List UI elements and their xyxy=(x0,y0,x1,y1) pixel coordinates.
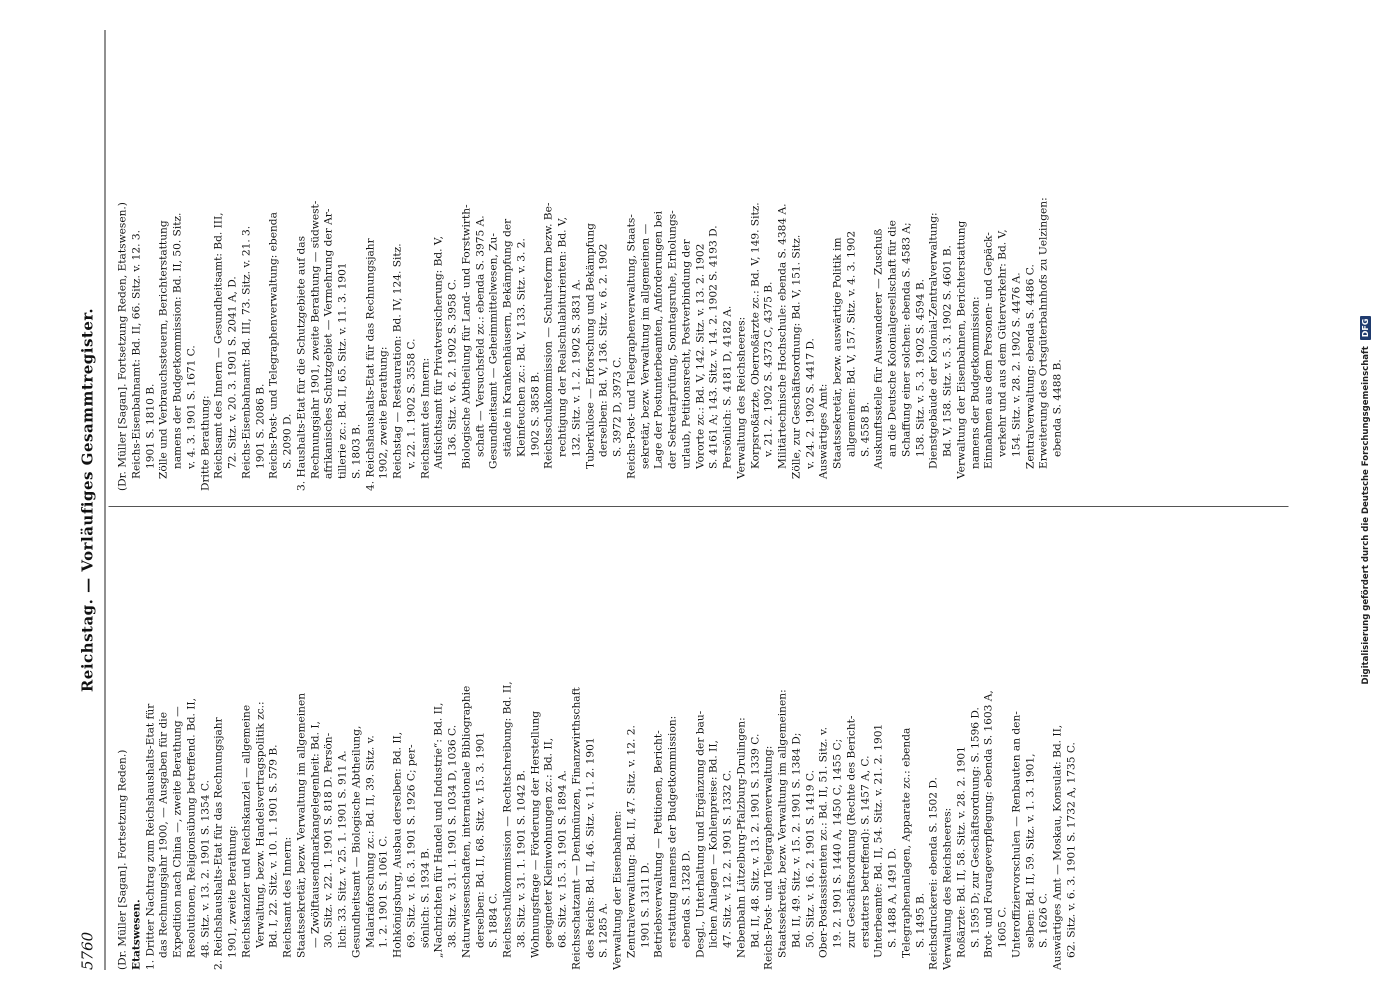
index-entry-line: Expedition nach China —, zweite Berathung — xyxy=(171,706,184,958)
left-column xyxy=(117,508,1289,970)
index-entry-line: Vororte zc.: Bd. V, 142. Sitz. v. 13. 2. 1902 xyxy=(694,243,706,469)
index-entry-line: Gesundheitsamt — Geheimmittelwesen, Zu- xyxy=(487,233,500,469)
index-entry-line: 47. Sitz. v. 12. 2. 1901 S. 1332 C. xyxy=(721,770,734,948)
index-entry-line: Kleinfeuchen zc.: Bd. V, 133. Sitz. v. 3. 2. xyxy=(515,238,528,457)
index-entry-line: 30. Sitz. v. 22. 1. 1901 S. 818 D. Persön- xyxy=(322,732,335,948)
index-entry-line: Unteroffiziervorschulen — Renbauten an den- xyxy=(1010,711,1023,958)
index-entry-line: namens der Budgetkommission: xyxy=(969,296,981,469)
index-entry-line: Ober-Postassistenten zc.: Bd. II, 51. Sitz. v. xyxy=(817,727,830,958)
index-entry-line: Reichsschulkommission — Schulreform bezw. Be- xyxy=(542,202,555,469)
index-entry-line: Unterbeamte: Bd. II, 54. Sitz. v. 21. 2. 1901 xyxy=(872,723,885,958)
index-entry-line: Reichsamt des Innern: xyxy=(419,357,431,479)
index-entry-line: Zentralverwaltung: Bd. II, 47. Sitz. v. 12. 2. xyxy=(625,725,638,958)
index-entry-line: Telegraphenanlagen, Apparate zc.: ebenda xyxy=(900,727,913,958)
index-entry-line: Schaffung einer solchen: ebenda S. 4583 A; xyxy=(900,222,913,457)
index-entry-line: Verwaltung der Eisenbahnen: xyxy=(611,810,624,970)
index-entry-line: 1. 2. 1901 S. 1061 C. xyxy=(377,835,390,948)
index-entry-line: Korpsroßärzte, Oberroßärzte zc.: Bd. V, 149. Sitz. xyxy=(749,202,761,469)
digitization-credit-text: Digitalisierung gefördert durch die Deutsche Forschungsgemeinschaft xyxy=(1361,346,1371,685)
index-entry-line: Reichstag — Restauration: Bd. IV, 124. Sitz. xyxy=(391,243,404,479)
index-entry-line: 158. Sitz. v. 5. 3. 1902 S. 4594 B. xyxy=(914,278,926,457)
index-entry-line: Reichs-Post- und Telegraphenverwaltung: ebenda xyxy=(267,212,280,479)
index-entry-line: Verwaltung des Reichsheeres: xyxy=(941,807,954,970)
index-entry-line: 62. Sitz. v. 6. 3. 1901 S. 1732 A, 1735 C. xyxy=(1065,742,1078,958)
index-entry-line: das Rechnungsjahr 1900, — Ausgaben für die xyxy=(157,712,170,958)
right-column xyxy=(117,29,1289,491)
index-entry-line: 154. Sitz. v. 28. 2. 1902 S. 4476 A. xyxy=(1010,272,1023,457)
index-entry-line: Bd. II, 48. Sitz. v. 13. 2. 1901 S. 1339 C. xyxy=(749,733,761,948)
index-entry-line: Erweiterung des Ortsgüterbahnhofs zu Uelzingen: xyxy=(1037,197,1050,469)
index-entry-line: Roßärzte: Bd. II, 58. Sitz. v. 28. 2. 1901 xyxy=(955,746,968,958)
index-entry-line: Reichs-Eisenbahnamt: Bd. III, 73. Sitz. v. 21. 3. xyxy=(240,225,253,479)
index-entry-line: Hohkönigsburg, Ausbau derselben: Bd. II, xyxy=(391,731,404,958)
page-header xyxy=(79,30,105,970)
index-entry-line: Auswärtiges Amt: xyxy=(817,383,830,479)
index-entry-line: 48. Sitz. v. 13. 2. 1901 S. 1354 C. xyxy=(199,780,211,958)
index-entry-line: zur Geschäftsordnung (Rechte des Bericht- xyxy=(845,715,858,948)
index-entry-line: Reichs-Post- und Telegraphenverwaltung: xyxy=(762,745,775,970)
index-entry-line: Gesundheitsamt — Biologische Abtheilung, xyxy=(350,725,363,958)
index-entry-line: der Sekretärprüfung, Sonntagsruhe, Erholungs- xyxy=(666,210,679,469)
index-entry-line: Naturwissenschaften, internationale Bibliographie xyxy=(460,685,473,958)
index-entry-line: Desgl., Unterhaltung und Ergänzung der bau- xyxy=(694,710,706,958)
index-entry-line: Reichsschulkommission — Rechtschreibung: Bd. II, xyxy=(501,681,514,958)
index-entry-line: S. 1595 D; zur Geschäftsordnung: S. 1596 D. xyxy=(969,707,981,948)
index-entry-line: „Nachrichten für Handel und Industrie“: Bd. II, xyxy=(432,702,445,958)
index-entry-line: an die Deutsche Kolonialgesellschaft für die xyxy=(886,220,899,457)
index-entry-line: 69. Sitz. v. 16. 3. 1901 S. 1926 C; per- xyxy=(405,744,418,948)
index-entry-line: 19. 2. 1901 S. 1440 A, 1450 C, 1455 C; xyxy=(831,738,844,948)
index-entry-line: Verwaltung, bezw. Handelsvertragspolitik zc.: xyxy=(254,701,266,948)
index-entry-line: schaft — Versuchsfeld zc.: ebenda S. 3975 A. xyxy=(474,215,486,457)
index-entry-line: sönlich: S. 1934 B. xyxy=(419,847,431,948)
index-entry-line: Reichs-Post- und Telegraphenverwaltung, Staats- xyxy=(625,214,638,479)
index-entry-line: Reichsamt des Innern — Gesundheitsamt: Bd. III, xyxy=(212,212,225,479)
index-entry-line: S. 3972 D, 3973 C. xyxy=(611,356,624,457)
index-entry-line: Bd. I, 22. Sitz. v. 10. 1. 1901 S. 579 B. xyxy=(267,744,280,948)
index-entry-line: S. 1803 B. xyxy=(350,423,363,479)
index-entry-line: Rechnungsjahr 1901, zweite Berathung — südwest- xyxy=(309,200,321,479)
column-divider xyxy=(109,506,1289,507)
index-entry-line: S. 1285 A. xyxy=(597,903,610,958)
index-entry-line: Reichsamt des Innern: xyxy=(281,836,294,958)
index-entry-line: 50. Sitz. v. 16. 2. 1901 S. 1419 C. xyxy=(804,770,816,948)
index-entry-line: stände in Krankenhäusern, Bekämpfung der xyxy=(501,218,514,457)
index-entry-line: verkehr und aus dem Güterverkehr: Bd. V, xyxy=(996,229,1009,457)
index-entry-line: (Dr. Müller [Sagan]. Fortsetzung Reden, Etatswesen.) xyxy=(116,202,129,491)
index-entry-line: Brot- und Fourageverpflegung: ebenda S. 1603 A, xyxy=(982,690,995,958)
page-number: 5760 xyxy=(78,931,97,970)
index-entry-line: Zölle und Verbrauchssteuern, Berichterstattung xyxy=(157,220,170,479)
index-entry-line: 132. Sitz. v. 1. 2. 1902 S. 3831 A. xyxy=(570,279,583,457)
index-entry-line: S. 4558 B. xyxy=(859,401,871,457)
index-entry-line: ebenda S. 4488 B. xyxy=(1051,359,1064,457)
index-entry-line: sekretär, bezw. Verwaltung im allgemeinen — xyxy=(639,223,651,469)
index-entry-line: lichen Anlagen — Kohlenpreise: Bd. II, xyxy=(707,740,720,948)
index-entry-line: erstattung namens der Budgetkommission: xyxy=(666,715,679,948)
index-entry-line: (Dr. Müller [Sagan]. Fortsetzung Reden.) xyxy=(116,749,129,970)
index-entry-line: Persönlich: S. 4181 D, 4182 A. xyxy=(721,305,734,469)
index-entry-line: 1901 S. 1311 D. xyxy=(639,862,651,948)
index-entry-line: 1902 S. 3858 B. xyxy=(529,371,541,457)
index-entry-line: lich: 33. Sitz. v. 25. 1. 1901 S. 911 A. xyxy=(336,750,349,948)
index-entry-line: v. 22. 1. 1902 S. 3558 C. xyxy=(405,338,418,469)
index-entry-line: 1901, zweite Berathung: xyxy=(226,825,239,958)
index-entry-line: v. 21. 2. 1902 S. 4373 C, 4375 B. xyxy=(762,281,775,457)
dfg-logo: DFG xyxy=(1360,316,1371,341)
running-title: Reichstag. — Vorläufiges Gesammtregister. xyxy=(78,307,97,693)
index-entry-line: Verwaltung der Eisenbahnen, Berichterstattung xyxy=(955,220,968,479)
index-entry-line: 1901 S. 2086 B. xyxy=(254,383,266,469)
index-entry-line: Bd. II, 49. Sitz. v. 15. 2. 1901 S. 1384 D; xyxy=(790,732,803,948)
index-entry-line: selben: Bd. II, 59. Sitz. v. 1. 3. 1901, xyxy=(1024,753,1036,948)
index-entry-line: Auskunftsstelle für Auswanderer — Zuschuß xyxy=(872,228,885,469)
index-entry-line: Wohnungsfrage — Förderung der Herstellung xyxy=(529,710,541,958)
index-entry-line: Dritte Berathung: xyxy=(199,395,211,491)
index-entry-line: v. 24. 2. 1902 S. 4417 D. xyxy=(804,338,816,469)
index-entry-line: S. 1488 A, 1491 D. xyxy=(886,847,899,948)
index-entry-line: Staatssekretär, bezw. auswärtige Politik im xyxy=(831,237,844,469)
index-entry-line: derselben: Bd. II, 68. Sitz. v. 15. 3. 1901 xyxy=(474,732,486,948)
index-entry-line: Reichskanzler und Reichskanzlei — allgemeine xyxy=(240,704,253,958)
index-entry-line: Biologische Abtheilung für Land- und Forstwirth- xyxy=(460,204,473,469)
index-entry-line: Aufsichtsamt für Privatversicherung: Bd. V, xyxy=(432,235,445,469)
index-entry-line: 1605 C. xyxy=(996,906,1009,948)
index-entry-line: S. 2090 D. xyxy=(281,413,294,469)
index-entry-line: S. 4161 A; 143. Sitz. v. 14. 2. 1902 S. 4193 D. xyxy=(707,225,720,469)
index-entry-line: urlaub, Petitionsrecht, Postverbindung der xyxy=(680,239,693,469)
index-entry-line: des Reichs: Bd. II, 46. Sitz. v. 11. 2. 1901 xyxy=(584,737,596,958)
index-entry-line: 1901 S. 1810 B. xyxy=(144,383,156,469)
index-entry-line: Resolutionen, Religionsübung betreffend. Bd. II, xyxy=(185,698,198,958)
index-entry-line: Reichsdruckerei: ebenda S. 1502 D. xyxy=(927,777,940,970)
index-entry-line: S. 1626 C. xyxy=(1037,892,1050,948)
index-entry-line: Dienstgebäude der Kolonial-Zentralverwaltung: xyxy=(927,212,940,469)
index-entry-line: Verwaltung des Reichsheeres: xyxy=(735,316,748,479)
index-entry-line: Etatswesen. xyxy=(130,899,143,970)
index-entry-line: Zentralverwaltung: ebenda S. 4486 C. xyxy=(1024,264,1036,469)
index-entry-line: 1. Dritter Nachtrag zum Reichshaushalts-Etat für xyxy=(144,703,156,970)
index-entry-line: Reichs-Eisenbahnamt: Bd. II, 66. Sitz. v. 12. 3. xyxy=(130,230,143,479)
digitization-credit xyxy=(1360,10,1380,990)
index-entry-line: derselben: Bd. V, 136. Sitz. v. 6. 2. 1902 xyxy=(597,243,610,457)
index-entry-line: Einnahmen aus dem Personen- und Gepäck- xyxy=(982,232,995,469)
index-entry-line: geeigneter Kleinwohnungen zc.: Bd. II, xyxy=(542,737,555,948)
index-entry-line: Staatssekretär, bezw. Verwaltung im allgemeinen: xyxy=(776,689,789,958)
index-entry-line: afrikanisches Schutzgebiet — Vermehrung der Ar- xyxy=(322,208,335,479)
index-entry-line: Bd. V, 158. Sitz. v. 5. 3. 1902 S. 4601 B. xyxy=(941,245,954,457)
index-entry-line: namens der Budgetkommission: Bd. II, 50. Sitz. xyxy=(171,212,184,469)
index-entry-line: Auswärtiges Amt — Moskau, Konsulat: Bd. II, xyxy=(1051,724,1064,970)
index-entry-line: 4. Reichshaushalts-Etat für das Rechnungsjahr xyxy=(364,238,376,491)
index-entry-line: Nebenbahn Lützelburg-Pfalzburg-Drulingen: xyxy=(735,717,748,958)
index-entry-line: Malariaforschung zc.: Bd. II, 39. Sitz. v. xyxy=(364,735,376,948)
index-entry-line: Staatssekretär, bezw. Verwaltung im allgemeinen xyxy=(295,692,308,958)
index-entry-line: v. 4. 3. 1901 S. 1671 C. xyxy=(185,345,198,469)
index-entry-line: rechtigung der Realschulabiturienten: Bd. V, xyxy=(556,216,569,457)
index-entry-line: 38. Sitz. v. 31. 1. 1901 S. 1034 D, 1036 C. xyxy=(446,724,459,948)
index-entry-line: — Zwölftausendmarkangelegenheit: Bd. I, xyxy=(309,721,321,948)
index-entry-line: S. 1495 B. xyxy=(914,892,926,948)
index-entry-line: 38. Sitz. v. 31. 1. 1901 S. 1042 B. xyxy=(515,769,528,948)
index-entry-line: 68. Sitz. v. 15. 3. 1901 S. 1894 A. xyxy=(556,770,569,948)
index-entry-line: 3. Haushalts-Etat für die Schutzgebiete auf das xyxy=(295,235,308,491)
index-entry-line: Militärtechnische Hochschule: ebenda S. 4384 A. xyxy=(776,203,789,469)
index-entry-line: ebenda S. 1328 D. xyxy=(680,849,693,948)
index-entry-line: 136. Sitz. v. 6. 2. 1902 S. 3958 C. xyxy=(446,279,459,457)
index-entry-line: Betriebsverwaltung — Petitionen, Bericht- xyxy=(652,730,665,958)
index-entry-line: 72. Sitz. v. 20. 3. 1901 S. 2041 A, D. xyxy=(226,276,239,469)
index-entry-line: 2. Reichshaushalts-Etat für das Rechnungsjahr xyxy=(212,717,225,970)
index-entry-line: Zölle, zur Geschäftsordnung: Bd. V, 151. Sitz. xyxy=(790,234,803,479)
index-entry-line: Reichsschatzamt — Denkmünzen, Finanzwirthschaft xyxy=(570,687,583,970)
index-entry-line: tillerie zc.: Bd. II, 65. Sitz. v. 11. 3. 1901 xyxy=(336,262,349,479)
index-entry-line: Tuberkulose — Erforschung und Bekämpfung xyxy=(584,223,596,469)
index-entry-line: allgemeinen: Bd. V, 157. Sitz. v. 4. 3. 1902 xyxy=(845,230,858,457)
index-entry-line: 1902, zweite Berathung: xyxy=(377,346,390,479)
index-entry-line: S. 1884 C. xyxy=(487,892,500,948)
document-page xyxy=(1,0,1397,1000)
rotated-page-container xyxy=(1,0,1397,1000)
index-entry-line: Lage der Postunterbeamten, Anforderungen bei xyxy=(652,210,665,469)
index-entry-line: erstatters betreffend): S. 1457 A, C. xyxy=(859,755,871,948)
header-rule xyxy=(105,30,106,970)
